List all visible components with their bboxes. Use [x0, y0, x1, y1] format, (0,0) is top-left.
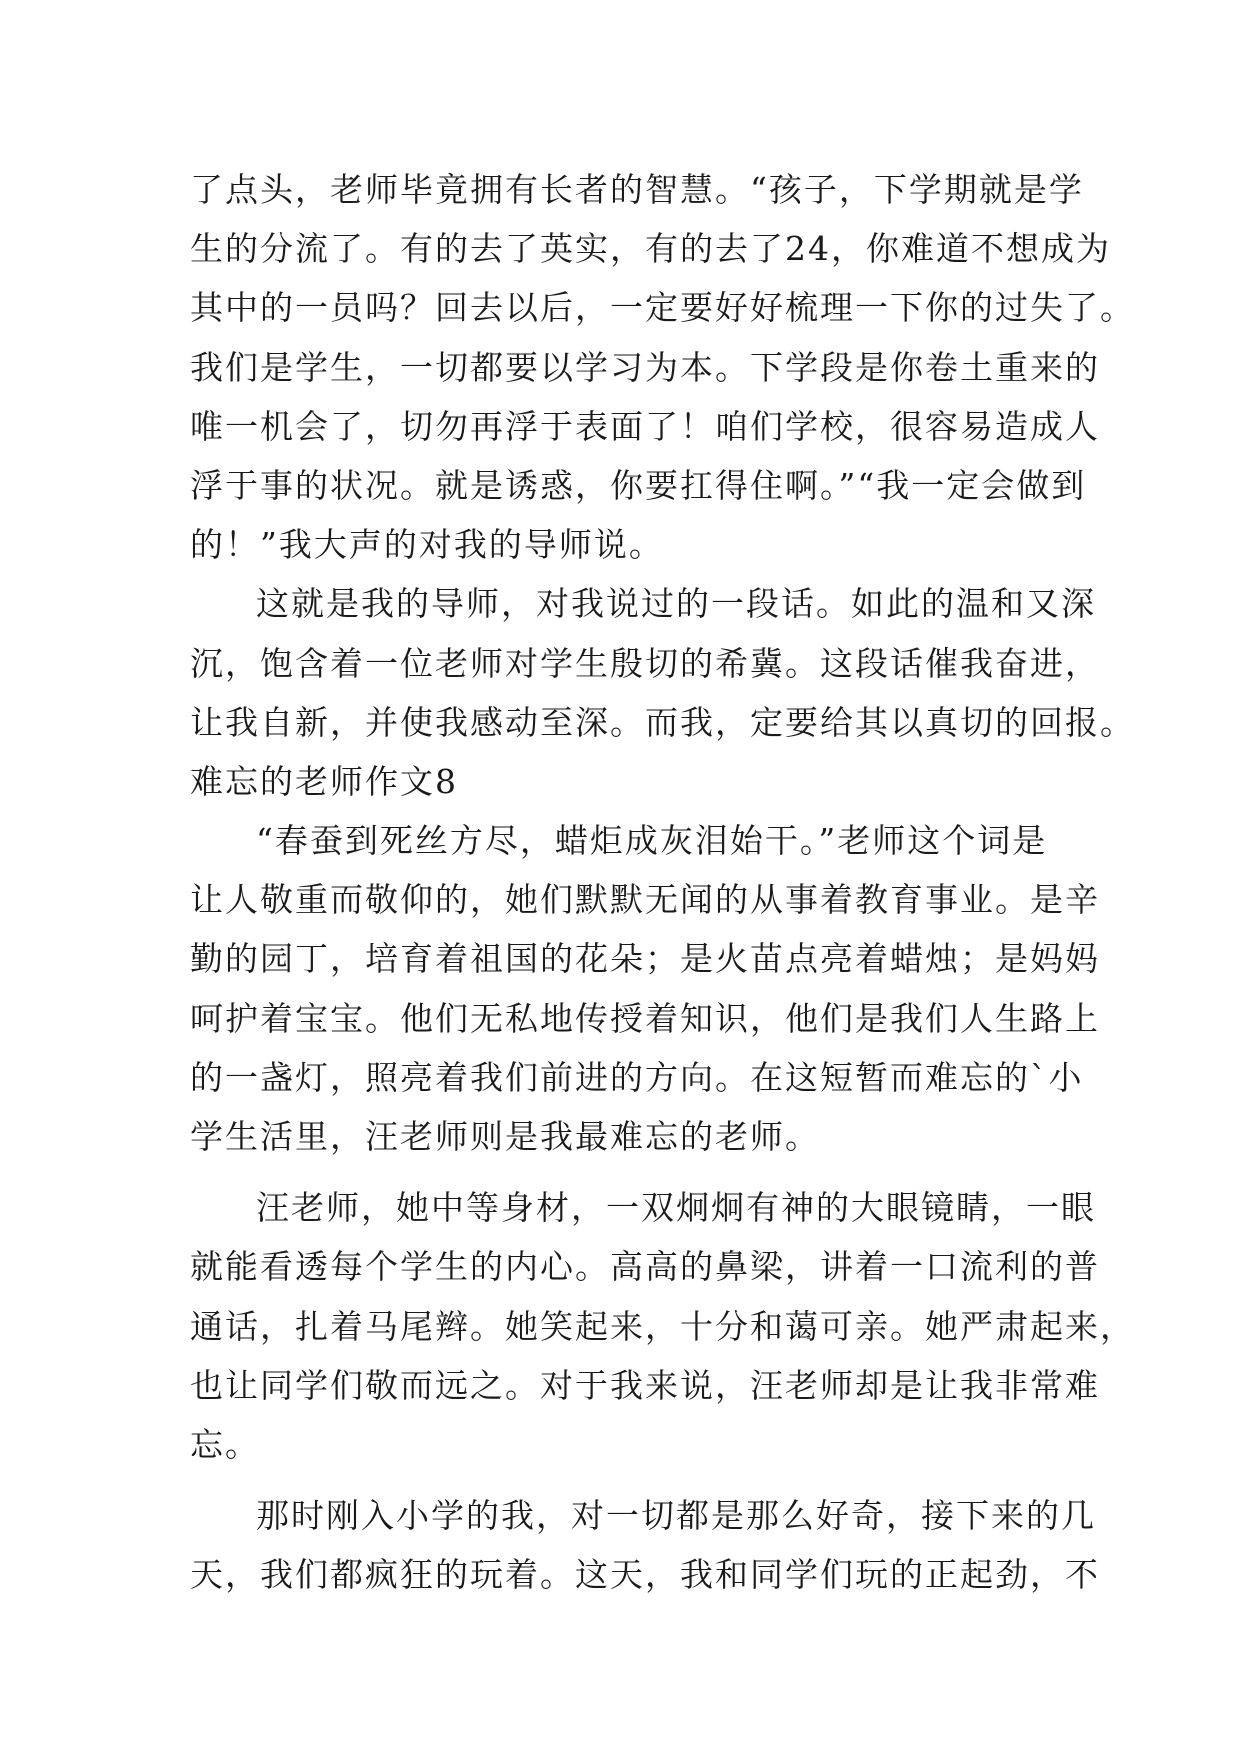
text-line: 让我自新，并使我感动至深。而我，定要给其以真切的回报。	[190, 702, 1135, 742]
text-line: 浮于事的状况。就是诱惑，你要扛得住啊。”“我一定会做到	[190, 465, 1087, 505]
text-line: 就能看透每个学生的内心。高高的鼻梁，讲着一口流利的普	[190, 1247, 1100, 1287]
section-heading: 难忘的老师作文8	[190, 761, 458, 801]
text-line: 天，我们都疯狂的玩着。这天，我和同学们玩的正起劲，不	[190, 1555, 1100, 1595]
text-line: 我们是学生，一切都要以学习为本。下学段是你卷土重来的	[190, 347, 1100, 387]
text-line: 通话，扎着马尾辫。她笑起来，十分和蔼可亲。她严肃起来，	[190, 1306, 1135, 1346]
text-line: 也让同学们敬而远之。对于我来说，汪老师却是让我非常难	[190, 1365, 1100, 1405]
text-line: 呵护着宝宝。他们无私地传授着知识，他们是我们人生路上	[190, 998, 1100, 1038]
text-line: 那时刚入小学的我，对一切都是那么好奇，接下来的几	[256, 1496, 1096, 1536]
text-line: “春蚕到死丝方尽，蜡炬成灰泪始干。”老师这个词是	[256, 821, 1048, 861]
text-line: 让人敬重而敬仰的，她们默默无闻的从事着教育事业。是辛	[190, 880, 1100, 920]
text-line: 的！”我大声的对我的导师说。	[190, 525, 664, 565]
text-line: 唯一机会了，切勿再浮于表面了！咱们学校，很容易造成人	[190, 406, 1100, 446]
text-line: 了点头，老师毕竟拥有长者的智慧。“孩子，下学期就是学	[190, 170, 1084, 209]
text-line: 学生活里，汪老师则是我最难忘的老师。	[190, 1117, 820, 1156]
essay-body	[190, 160, 1135, 1605]
text-line: 这就是我的导师，对我说过的一段话。如此的温和又深	[256, 584, 1096, 624]
text-line: 勤的园丁，培育着祖国的花朵；是火苗点亮着蜡烛；是妈妈	[190, 939, 1100, 979]
text-line: 忘。	[190, 1424, 260, 1464]
text-line: 其中的一员吗？回去以后，一定要好好梳理一下你的过失了。	[190, 288, 1135, 328]
text-line: 沉，饱含着一位老师对学生殷切的希冀。这段话催我奋进，	[190, 643, 1100, 683]
text-line: 生的分流了。有的去了英实，有的去了24，你难道不想成为	[190, 229, 1111, 269]
text-line: 的一盏灯，照亮着我们前进的方向。在这短暂而难忘的`小	[190, 1057, 1084, 1097]
text-line: 汪老师，她中等身材，一双炯炯有神的大眼镜睛，一眼	[256, 1188, 1096, 1228]
